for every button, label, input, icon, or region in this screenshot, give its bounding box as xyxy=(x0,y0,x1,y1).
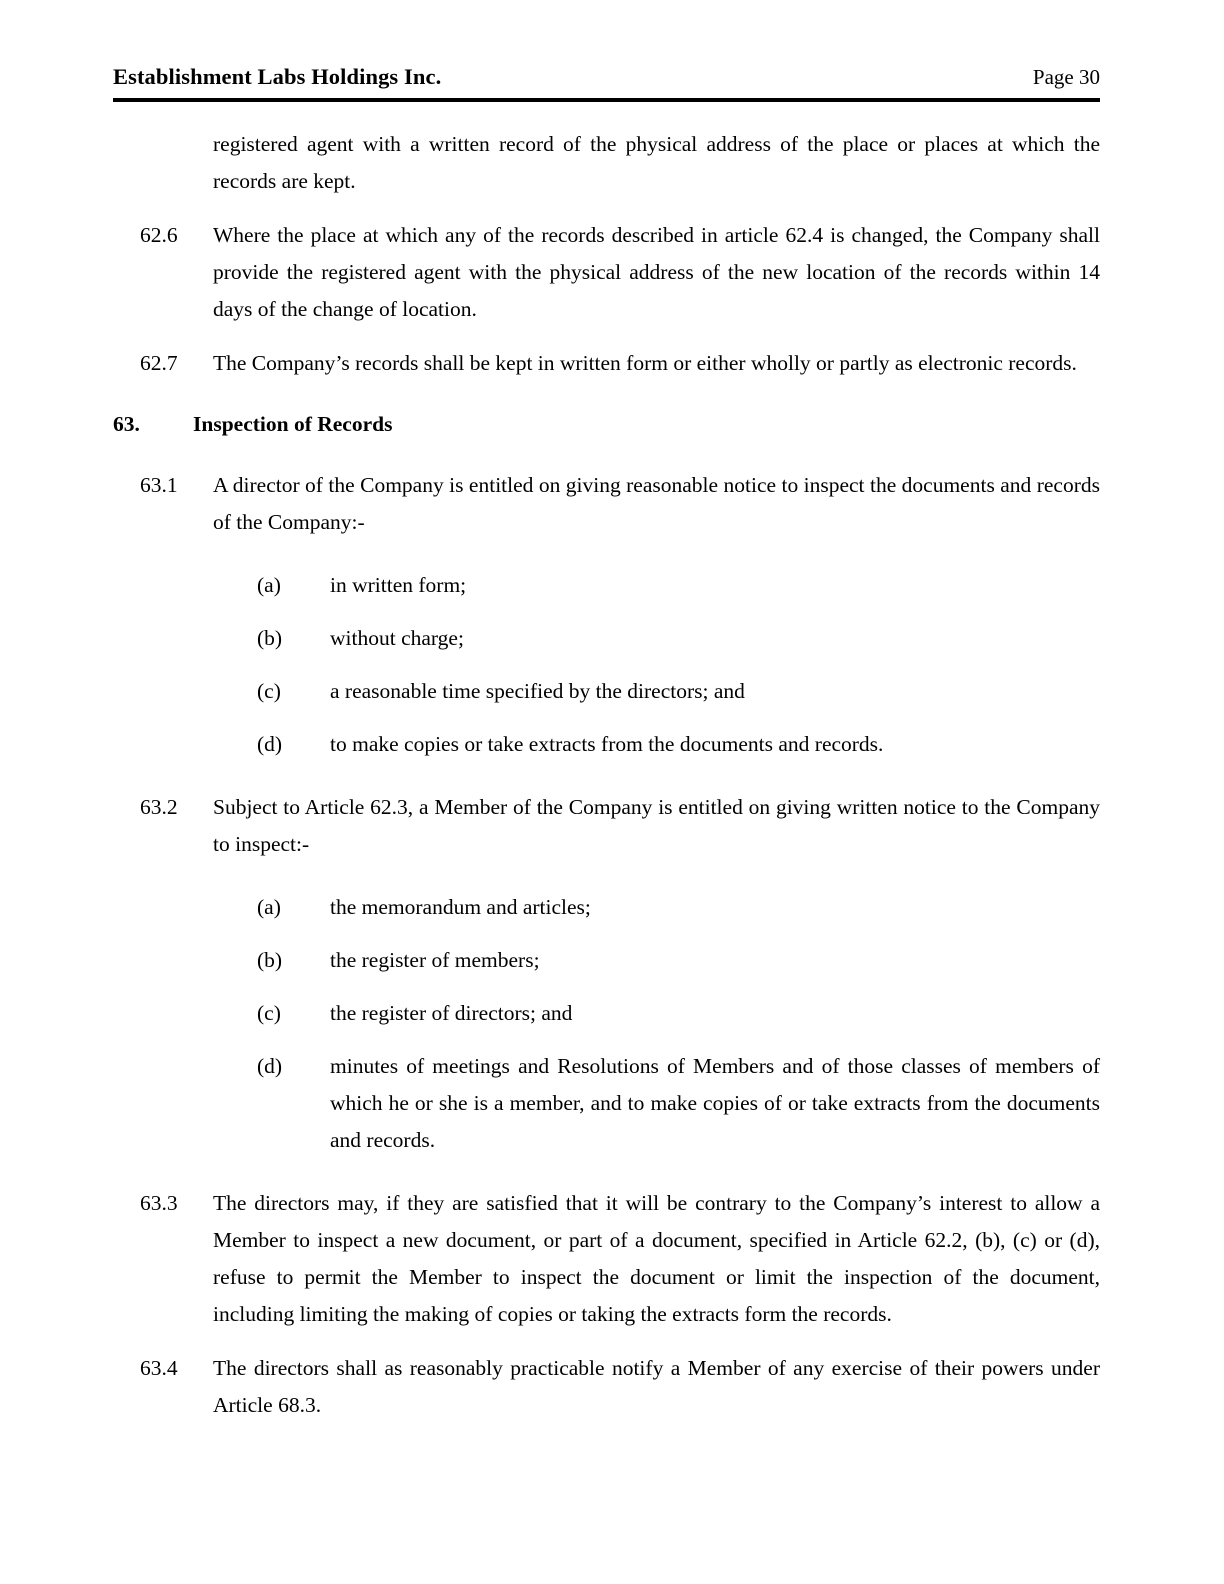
header-company-title: Establishment Labs Holdings Inc. xyxy=(113,64,442,89)
subitem-label: (d) xyxy=(257,732,283,756)
subitem-label: (b) xyxy=(257,626,283,650)
subitem-text: the memorandum and articles; xyxy=(330,895,591,919)
clause-number: 63.1 xyxy=(140,473,178,497)
clause-body-text: Subject to Article 62.3, a Member of the Company is entitled on giving written notice to the Company to inspect:- xyxy=(213,795,1100,856)
section-title: Inspection of Records xyxy=(193,412,393,436)
clause-number: 63.3 xyxy=(140,1191,178,1215)
subitem-label: (a) xyxy=(257,895,281,919)
subitem-label: (c) xyxy=(257,1001,281,1025)
clause-number: 63.4 xyxy=(140,1356,178,1380)
clause-body-text: Where the place at which any of the records described in article 62.4 is changed, the Company shall provide the registered agent with the physical address of the new location of the records within 14 days of the change of location. xyxy=(213,223,1100,321)
clause-number: 63.2 xyxy=(140,795,178,819)
subitem xyxy=(113,673,1100,710)
subitem xyxy=(113,620,1100,657)
subitem xyxy=(113,1048,1100,1159)
subitem-label: (b) xyxy=(257,948,283,972)
subitem xyxy=(113,942,1100,979)
subitem-text: the register of directors; and xyxy=(330,1001,573,1025)
clause-62-7 xyxy=(113,345,1100,382)
document-body xyxy=(113,126,1100,1441)
subitem-list-63-1 xyxy=(113,567,1100,763)
clause-body-text: The Company’s records shall be kept in written form or either wholly or partly as electronic records. xyxy=(213,351,1077,375)
running-header xyxy=(113,64,1100,90)
clause-number: 62.6 xyxy=(140,223,178,247)
clause-body-text: A director of the Company is entitled on giving reasonable notice to inspect the documents and records of the Company:- xyxy=(213,473,1100,534)
subitem xyxy=(113,889,1100,926)
subitem-list-63-2 xyxy=(113,889,1100,1159)
section-heading-63 xyxy=(113,406,1100,443)
section-number: 63. xyxy=(113,412,140,436)
subitem xyxy=(113,567,1100,604)
clause-number: 62.7 xyxy=(140,351,178,375)
subitem-text: in written form; xyxy=(330,573,467,597)
clause-body-text: The directors shall as reasonably practicable notify a Member of any exercise of their powers under Article 68.3. xyxy=(213,1356,1100,1417)
header-page-number: Page 30 xyxy=(1032,65,1100,89)
subitem-text: a reasonable time specified by the directors; and xyxy=(330,679,745,703)
clause-body-text: The directors may, if they are satisfied that it will be contrary to the Company’s interest to allow a Member to inspect a new document, or part of a document, specified in Article 62.2, (b), (c) or (d), refuse to permit the Member to inspect the document or limit the inspection of the document, including limiting the making of copies or taking the extracts form the records. xyxy=(213,1191,1100,1326)
clause-63-2 xyxy=(113,789,1100,863)
clause-62-6 xyxy=(113,217,1100,328)
subitem-label: (d) xyxy=(257,1054,283,1078)
subitem xyxy=(113,995,1100,1032)
subitem xyxy=(113,726,1100,763)
subitem-label: (a) xyxy=(257,573,281,597)
subitem-text: the register of members; xyxy=(330,948,540,972)
subitem-text: to make copies or take extracts from the documents and records. xyxy=(330,732,884,756)
header-divider-rule xyxy=(113,98,1100,102)
clause-63-4 xyxy=(113,1350,1100,1424)
clause-63-3 xyxy=(113,1185,1100,1333)
clause-63-1 xyxy=(113,467,1100,541)
subitem-label: (c) xyxy=(257,679,281,703)
clause-body-text: registered agent with a written record of the physical address of the place or places at which the records are kept. xyxy=(213,132,1100,193)
clause-continuation xyxy=(113,126,1100,200)
subitem-text: minutes of meetings and Resolutions of Members and of those classes of members of which he or she is a member, and to make copies of or take extracts from the documents and records. xyxy=(330,1054,1100,1152)
subitem-text: without charge; xyxy=(330,626,464,650)
